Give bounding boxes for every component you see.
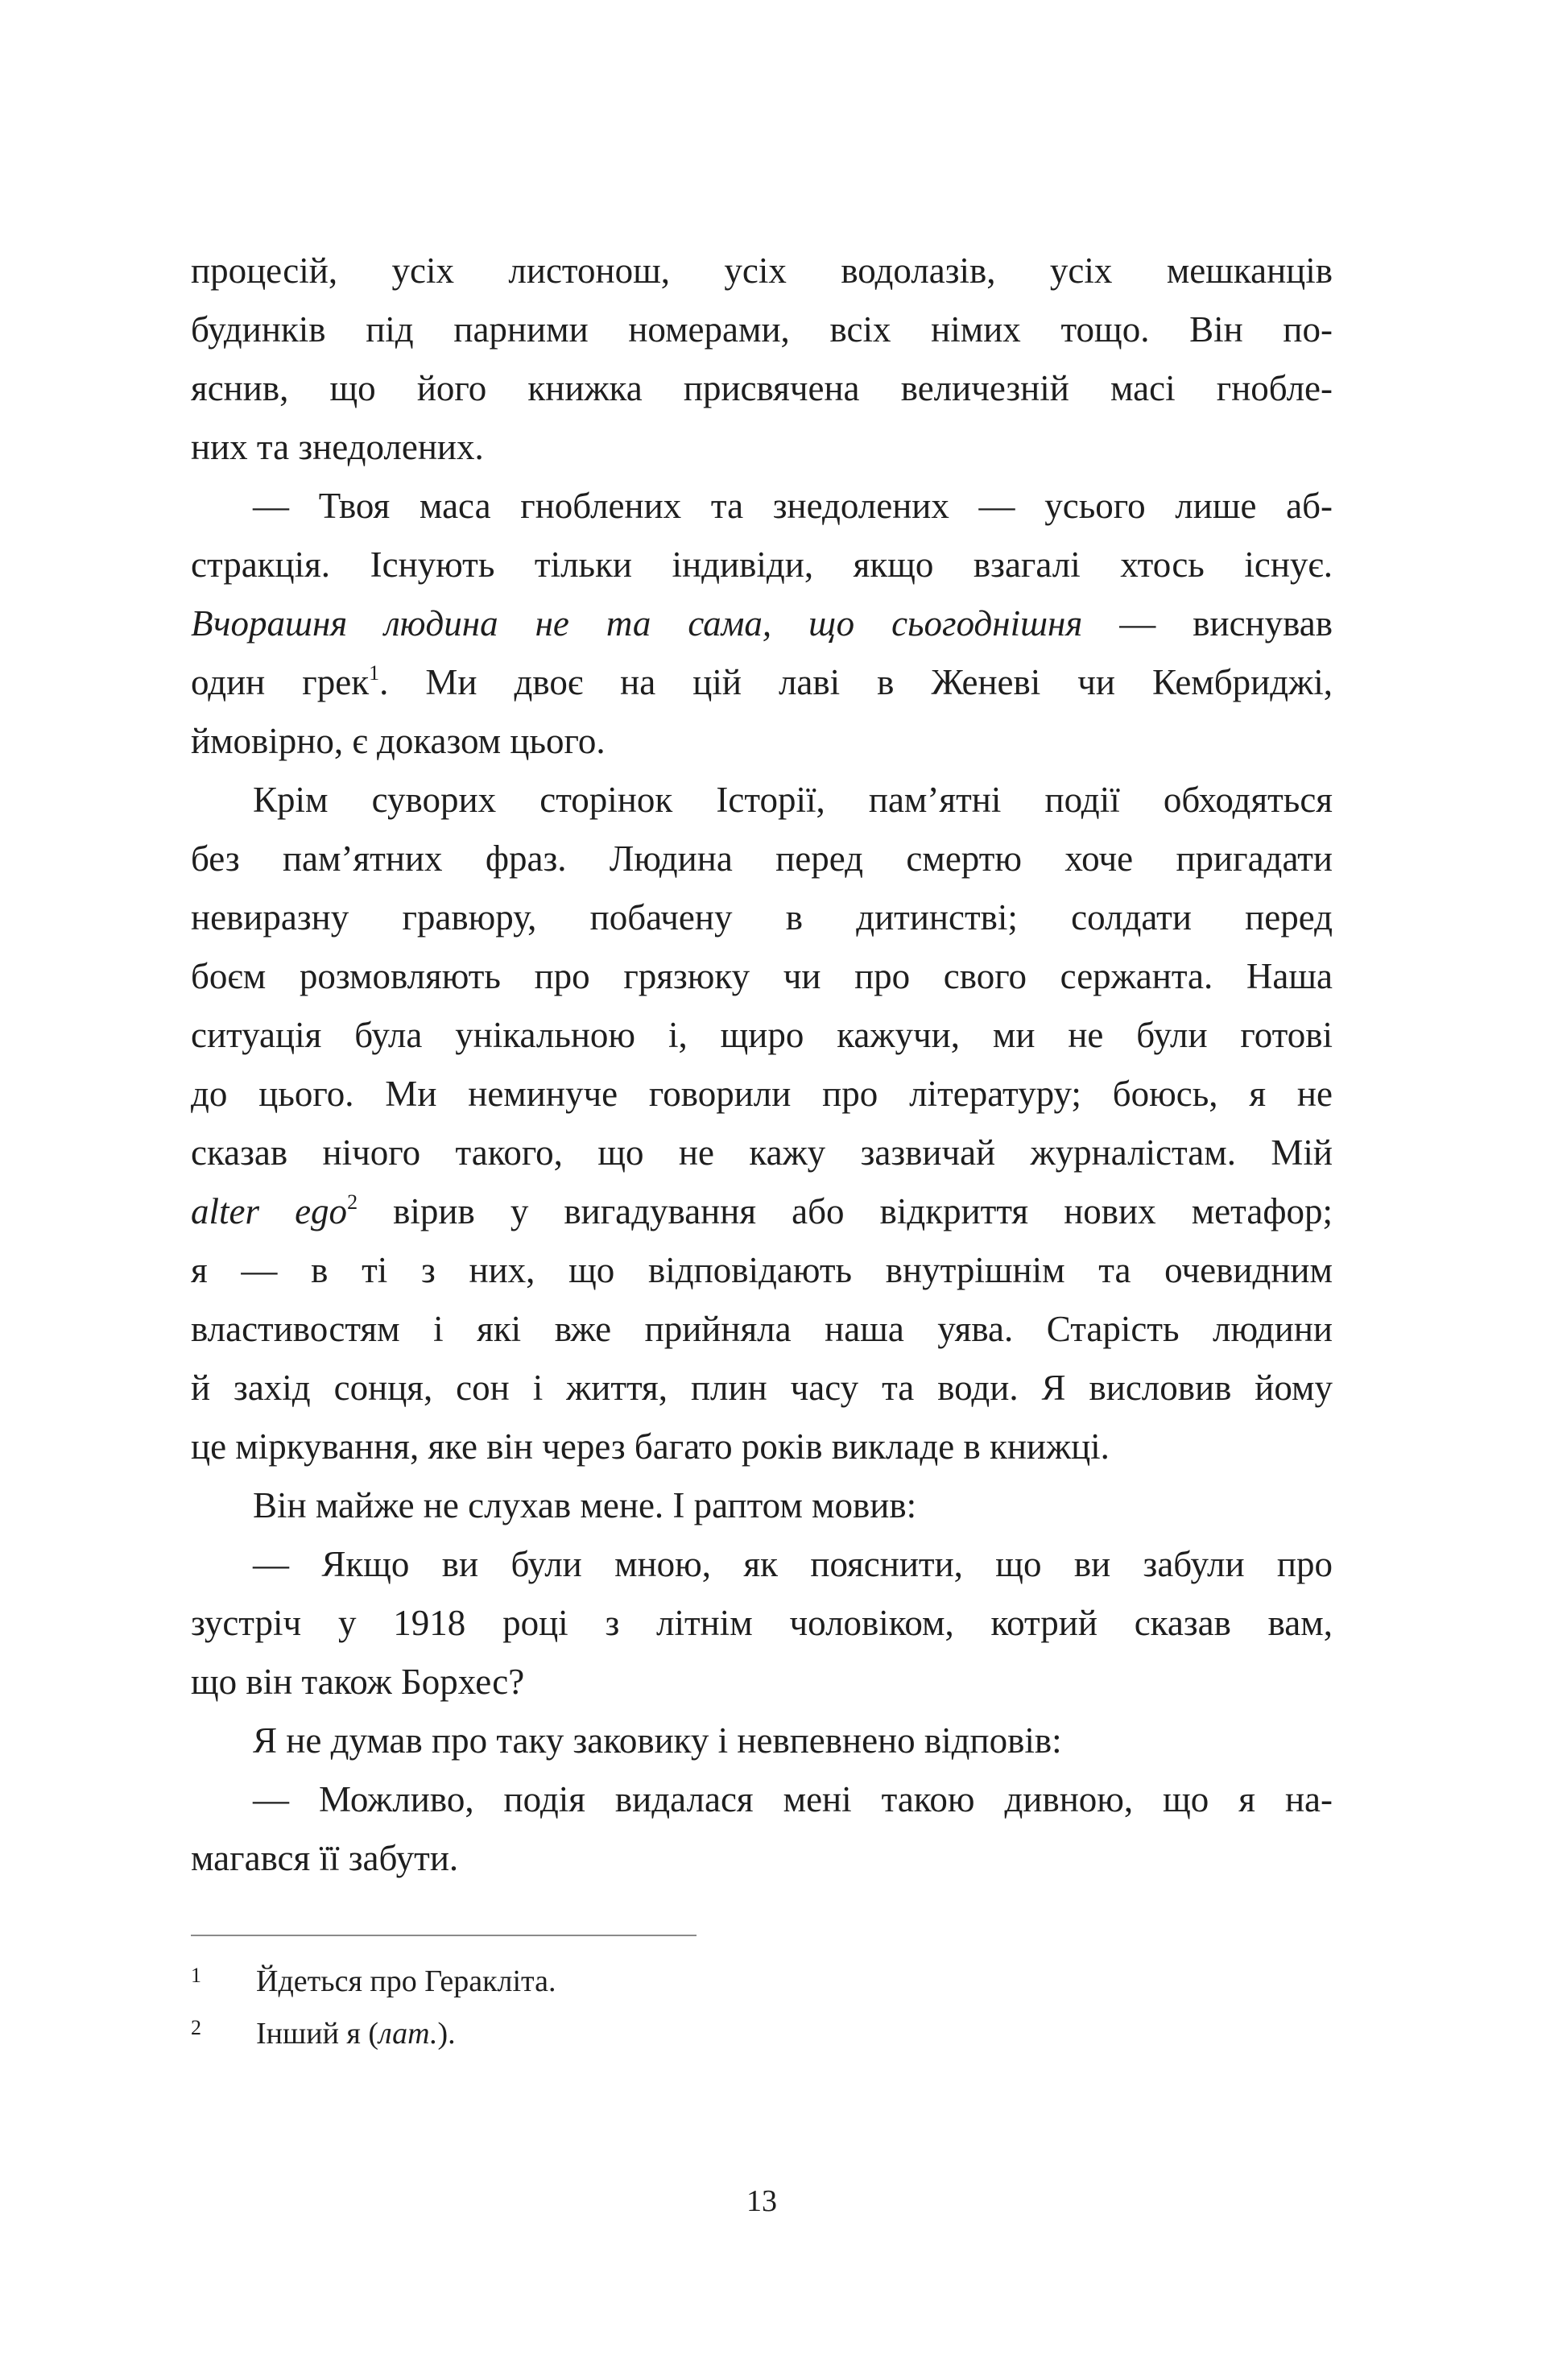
text-line — [191, 1594, 1333, 1653]
text-run: Він майже не слухав мене. І раптом мовив: — [253, 1485, 917, 1525]
text-run: — Якщо ви були мною, як пояснити, що ви забули про — [253, 1544, 1333, 1584]
text-run: — Можливо, подія видалася мені такою дивною, що я на- — [253, 1779, 1333, 1819]
text-line — [191, 242, 1333, 300]
italic-text: Вчорашня людина не та сама, що сьогоднішня — [191, 603, 1083, 644]
text-run: магався її забути. — [191, 1838, 459, 1878]
text-run: Йдеться про Геракліта. — [256, 1964, 556, 1998]
text-line — [191, 1535, 1333, 1594]
footnote-number: 1 — [191, 1964, 201, 1987]
text-run: яснив, що його книжка присвячена величезній масі гнобле- — [191, 368, 1333, 408]
text-line — [191, 1182, 1333, 1241]
text-line — [191, 1829, 1333, 1888]
text-line — [191, 1653, 1333, 1712]
text-run: я — в ті з них, що відповідають внутрішнім та очевидним — [191, 1250, 1333, 1290]
text-run: невиразну гравюру, побачену в дитинстві; солдати перед — [191, 897, 1333, 938]
text-run: — виснував — [1082, 603, 1333, 644]
text-line — [191, 477, 1333, 536]
text-run: сказав нічого такого, що не кажу зазвичай журналістам. Мій — [191, 1132, 1333, 1173]
text-run: ситуація була унікальною і, щиро кажучи, ми не були готові — [191, 1015, 1333, 1055]
text-line — [191, 1065, 1333, 1124]
text-line — [191, 830, 1333, 888]
text-line — [191, 947, 1333, 1006]
text-line — [191, 653, 1333, 712]
text-run: них та знедолених. — [191, 427, 484, 467]
footnote-2 — [191, 2008, 996, 2060]
text-run: до цього. Ми неминуче говорили про літературу; боюсь, я не — [191, 1074, 1333, 1114]
text-run: боєм розмовляють про грязюку чи про свого сержанта. Наша — [191, 956, 1333, 996]
text-line — [191, 1418, 1333, 1476]
text-run: стракція. Існують тільки індивіди, якщо взагалі хтось існує. — [191, 544, 1333, 585]
text-run: ймовірно, є доказом цього. — [191, 721, 606, 761]
text-run: Я не думав про таку заковику і невпевнено відповів: — [253, 1720, 1062, 1761]
text-line — [191, 1006, 1333, 1065]
footnote-reference[interactable]: 1 — [369, 661, 380, 685]
text-run: — Твоя маса гноблених та знедолених — усього лише аб- — [253, 486, 1333, 526]
text-run: вірив у вигадування або відкриття нових метафор; — [358, 1191, 1333, 1231]
text-run: один грек — [191, 662, 370, 702]
body-text — [191, 242, 1333, 1888]
text-line — [191, 1476, 1333, 1535]
footnote-divider — [191, 1935, 697, 1936]
text-line — [191, 1124, 1333, 1182]
italic-text: лат. — [378, 2017, 438, 2051]
text-line — [191, 1712, 1333, 1770]
text-line — [191, 771, 1333, 830]
text-run: й захід сонця, сон і життя, плин часу та води. Я висловив йому — [191, 1368, 1333, 1408]
text-run: . Ми двоє на цій лаві в Женеві чи Кембриджі, — [379, 662, 1333, 702]
text-line — [191, 536, 1333, 594]
footnote-number: 2 — [191, 2016, 201, 2039]
text-line — [191, 418, 1333, 477]
text-line — [191, 1770, 1333, 1829]
text-run: Інший я ( — [256, 2017, 379, 2051]
text-run: ). — [437, 2017, 456, 2051]
text-run: властивостям і які вже прийняла наша уява. Старість людини — [191, 1309, 1333, 1349]
text-run: Крім суворих сторінок Історії, пам’ятні події обходяться — [253, 780, 1333, 820]
footnote-text — [256, 1956, 556, 2008]
text-line — [191, 359, 1333, 418]
text-run: будинків під парними номерами, всіх німих тощо. Він по- — [191, 309, 1333, 350]
footnote-1 — [191, 1956, 996, 2008]
text-line — [191, 712, 1333, 771]
text-line — [191, 1241, 1333, 1300]
text-line — [191, 594, 1333, 653]
text-run: зустріч у 1918 році з літнім чоловіком, котрий сказав вам, — [191, 1603, 1333, 1643]
text-line — [191, 300, 1333, 359]
text-run: що він також Борхес? — [191, 1662, 525, 1702]
text-run: без пам’ятних фраз. Людина перед смертю хоче пригадати — [191, 838, 1333, 879]
page-number: 13 — [746, 2184, 777, 2218]
text-line — [191, 888, 1333, 947]
text-run: це міркування, яке він через багато років викладе в книжці. — [191, 1426, 1110, 1467]
footnote-text — [256, 2008, 456, 2060]
text-line — [191, 1300, 1333, 1359]
footnotes — [191, 1956, 996, 2060]
text-run: процесій, усіх листонош, усіх водолазів, усіх мешканців — [191, 250, 1333, 291]
text-line — [191, 1359, 1333, 1418]
italic-text: alter ego — [191, 1191, 348, 1231]
footnote-reference[interactable]: 2 — [347, 1190, 358, 1214]
